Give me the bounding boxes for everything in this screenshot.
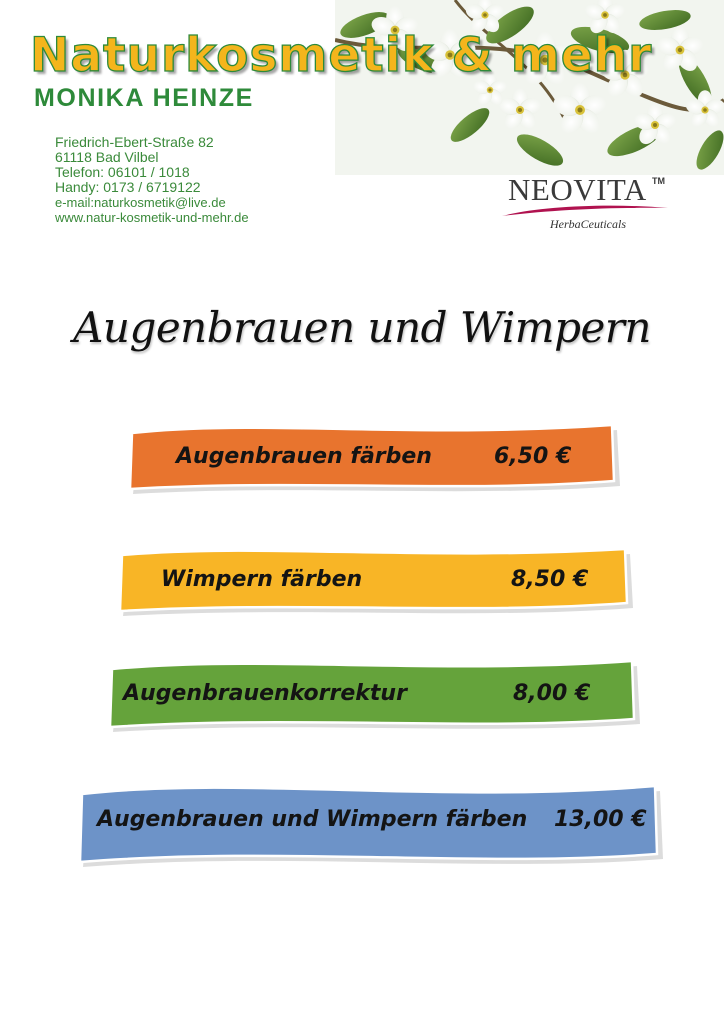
- phone-number: Telefon: 06101 / 1018: [55, 164, 190, 180]
- price-banner: [110, 661, 637, 729]
- owner-name: MONIKA HEINZE: [34, 84, 254, 112]
- service-name: Augenbrauenkorrektur: [123, 681, 407, 706]
- service-price: 8,00 €: [513, 681, 591, 706]
- address-street: Friedrich-Ebert-Straße 82: [55, 134, 214, 150]
- service-name: Augenbrauen und Wimpern färben: [97, 807, 528, 832]
- apple-blossom-image: [335, 0, 724, 175]
- service-name: Augenbrauen färben: [176, 444, 432, 469]
- service-name: Wimpern färben: [161, 567, 363, 592]
- price-banner: [120, 549, 630, 613]
- brand-title: Naturkosmetik & mehr: [30, 28, 653, 83]
- service-price: 6,50 €: [494, 444, 572, 469]
- neovita-logo: [500, 168, 672, 238]
- logo-swoosh-icon: [500, 204, 670, 218]
- neovita-trademark: TM: [652, 176, 665, 186]
- price-banner: [130, 425, 617, 491]
- neovita-tagline: HerbaCeuticals: [550, 217, 626, 231]
- service-price: 8,50 €: [511, 567, 589, 592]
- neovita-logo-name: NEOVITA: [508, 172, 647, 207]
- address-city: 61118 Bad Vilbel: [55, 149, 159, 165]
- price-banner: [80, 784, 660, 864]
- service-price: 13,00 €: [554, 807, 647, 832]
- mobile-number: Handy: 0173 / 6719122: [55, 179, 201, 195]
- page-heading: Augenbrauen und Wimpern: [73, 303, 651, 352]
- email-address: e-mail:naturkosmetik@live.de: [55, 195, 226, 210]
- contact-block: [55, 135, 249, 225]
- website-url: www.natur-kosmetik-und-mehr.de: [55, 210, 249, 225]
